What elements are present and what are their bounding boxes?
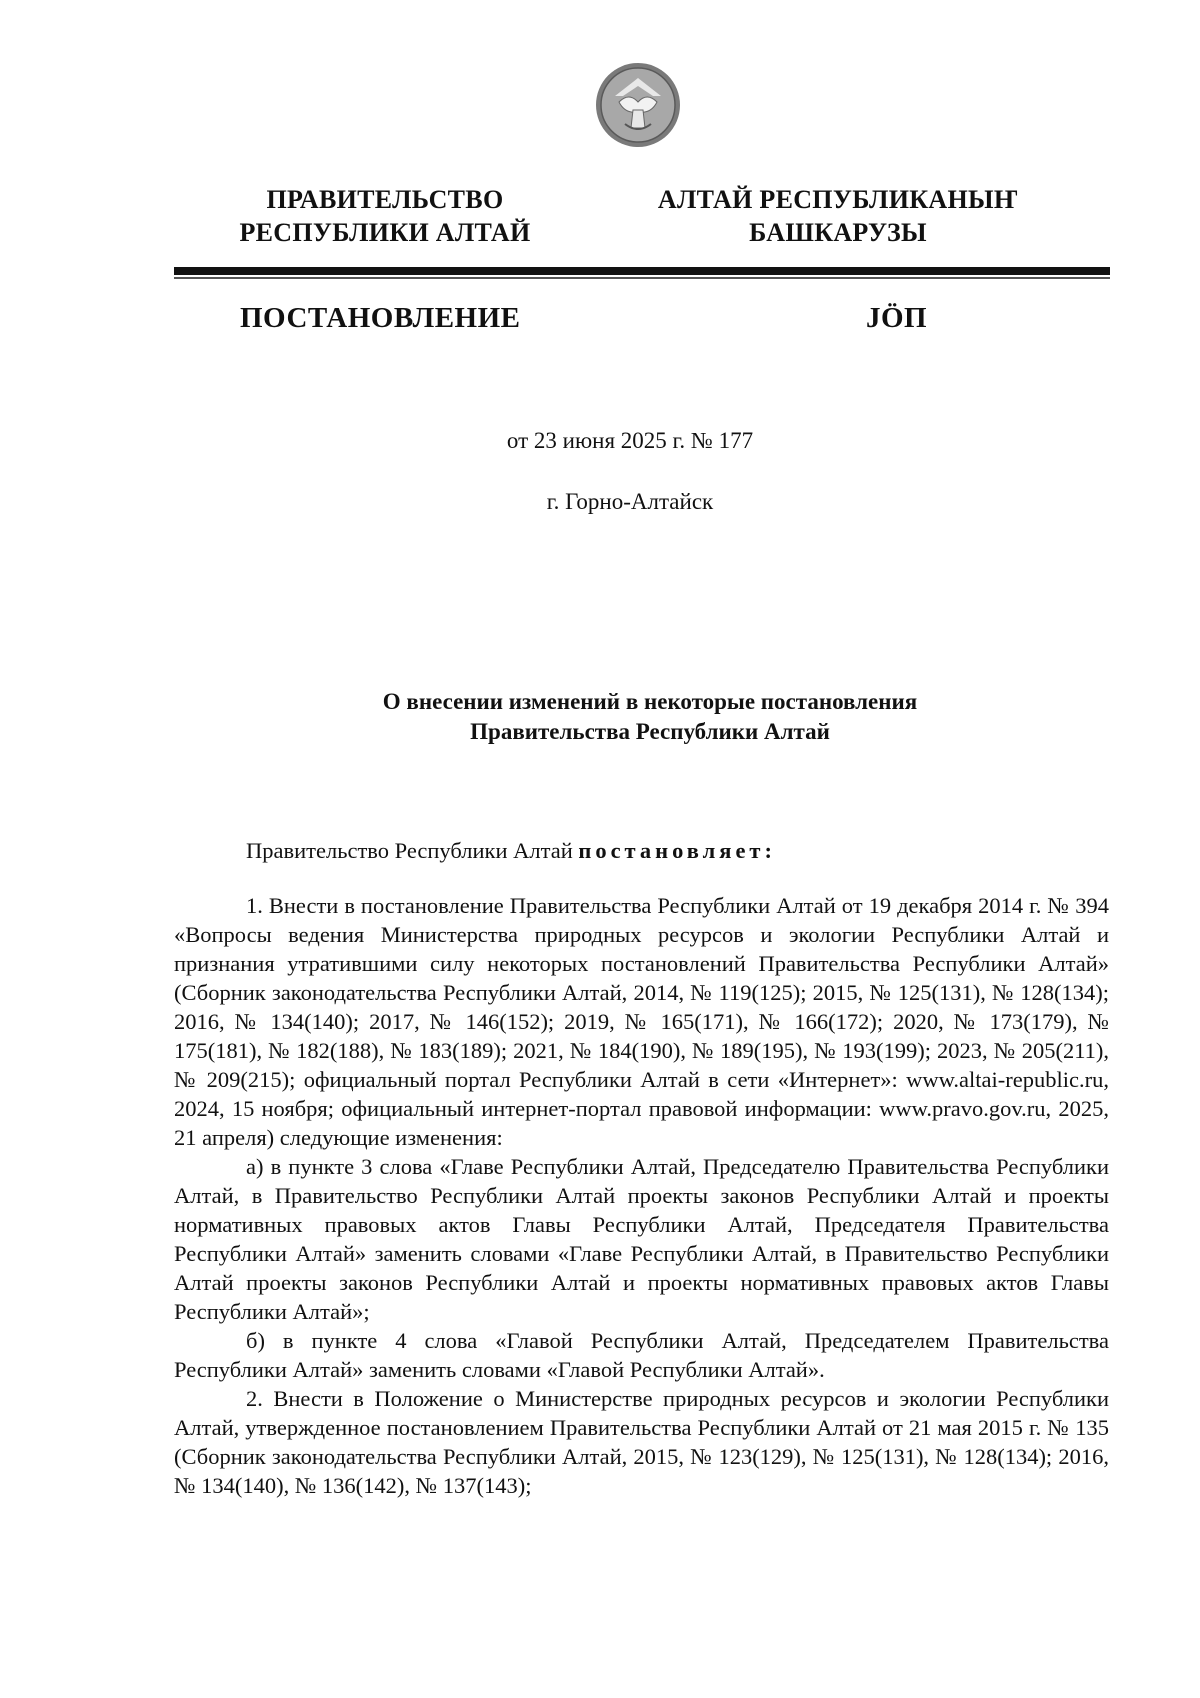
- header-right-line1: АЛТАЙ РЕСПУБЛИКАНЫҤ: [657, 185, 1019, 214]
- document-date-number: от 23 июня 2025 г. № 177: [506, 428, 754, 453]
- paragraph-1a: а) в пункте 3 слова «Главе Республики Алтай, Председателю Правительства Республики Алтай, в Правительство Республики Алтай проекты законов Республики Алтай и проекты нормативных правовых актов Главы Республики Алтай, Председателя Правительства Республики Алтай» заменить словами «Главе Республики Алтай, в Правительство Республики Алтай проекты законов Республики Алтай и проекты нормативных правовых актов Главы Республики Алтай»;: [174, 1154, 1109, 1324]
- header-left-line2: РЕСПУБЛИКИ АЛТАЙ: [239, 218, 531, 247]
- header-right-line2: БАШКАРУЗЫ: [749, 218, 927, 247]
- document-city: г. Горно-Алтайск: [546, 489, 714, 514]
- document-title: [300, 687, 1000, 747]
- intro-paragraph: [174, 836, 1109, 865]
- header-divider-thick: [174, 267, 1110, 275]
- doc-type-altai: JӦП: [866, 302, 928, 334]
- paragraph-1b: б) в пункте 4 слова «Главой Республики Алтай, Председателем Правительства Республики Алтай» заменить словами «Главой Республики Алтай».: [174, 1328, 1109, 1382]
- document-title-line2: Правительства Республики Алтай: [470, 719, 830, 744]
- header-left-line1: ПРАВИТЕЛЬСТВО: [266, 185, 504, 214]
- header-divider-thin: [174, 277, 1110, 279]
- header-left-authority: [175, 183, 595, 249]
- header-right-authority: [628, 183, 1048, 249]
- coat-of-arms-icon: [595, 62, 681, 148]
- document-body: [174, 836, 1109, 1500]
- document-title-line1: О внесении изменений в некоторые постановления: [382, 689, 918, 714]
- paragraph-2: 2. Внести в Положение о Министерстве природных ресурсов и экологии Республики Алтай, утвержденное постановлением Правительства Республики Алтай от 21 мая 2015 г. № 135 (Сборник законодательства Республики Алтай, 2015, № 123(129), № 125(131), № 128(134); 2016, № 134(140), № 136(142), № 137(143);: [174, 1386, 1109, 1498]
- intro-verb: постановляет:: [578, 838, 776, 863]
- doc-type-russian: ПОСТАНОВЛЕНИЕ: [240, 302, 521, 334]
- paragraph-1: 1. Внести в постановление Правительства Республики Алтай от 19 декабря 2014 г. № 394 «Вопросы ведения Министерства природных ресурсов и экологии Республики Алтай и признания утратившими силу некоторых постановлений Правительства Республики Алтай» (Сборник законодательства Республики Алтай, 2014, № 119(125); 2015, № 125(131), № 128(134); 2016, № 134(140); 2017, № 146(152); 2019, № 165(171), № 166(172); 2020, № 173(179), № 175(181), № 182(188), № 183(189); 2021, № 184(190), № 189(195), № 193(199); 2023, № 205(211), № 209(215); официальный портал Республики Алтай в сети «Интернет»: www.altai-republic.ru, 2024, 15 ноября; официальный интернет-портал правовой информации: www.pravo.gov.ru, 2025, 21 апреля) следующие изменения:: [174, 893, 1109, 1150]
- intro-prefix: Правительство Республики Алтай: [246, 838, 579, 863]
